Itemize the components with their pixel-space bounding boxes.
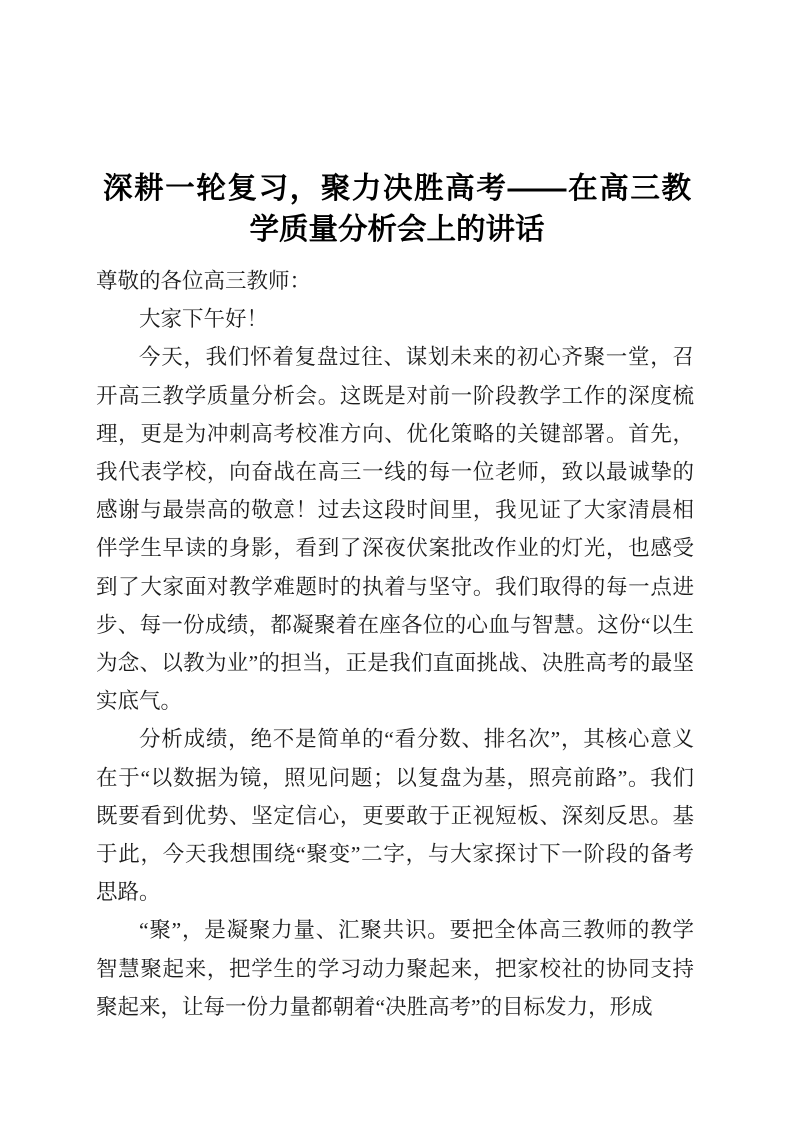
paragraph-ju-section: “聚”，是凝聚力量、汇聚共识。要把全体高三教师的教学智慧聚起来，把学生的学习动力聚起来，把家校社的协同支持聚起来，让每一份力量都朝着“决胜高考”的目标发力，形成 bbox=[96, 918, 694, 1019]
paragraph-salutation: 尊敬的各位高三教师： bbox=[96, 269, 312, 293]
page-title: 深耕一轮复习，聚力决胜高考——在高三教学质量分析会上的讲话 bbox=[103, 171, 691, 246]
paragraph-analysis-purpose: 分析成绩，绝不是简单的“看分数、排名次”，其核心意义在于“以数据为镜，照见问题；以复盘为基，照亮前路”。我们既要看到优势、坚定信心，更要敢于正视短板、深刻反思。基于此，今天我想围绕“聚变”二字，与大家探讨下一阶段的备考思路。 bbox=[96, 727, 694, 905]
paragraph-opening-remarks: 今天，我们怀着复盘过往、谋划未来的初心齐聚一堂，召开高三教学质量分析会。这既是对前一阶段教学工作的深度梳理，更是为冲刺高考校准方向、优化策略的关键部署。首先，我代表学校，向奋战在高三一线的每一位老师，致以最诚挚的感谢与最崇高的敬意！过去这段时间里，我见证了大家清晨相伴学生早读的身影，看到了深夜伏案批改作业的灯光，也感受到了大家面对教学难题时的执着与坚守。我们取得的每一点进步、每一份成绩，都凝聚着在座各位的心血与智慧。这份“以生为念、以教为业”的担当，正是我们直面挑战、决胜高考的最坚实底气。 bbox=[96, 345, 694, 714]
paragraph-greeting: 大家下午好！ bbox=[139, 307, 269, 332]
document-body bbox=[96, 262, 694, 1026]
